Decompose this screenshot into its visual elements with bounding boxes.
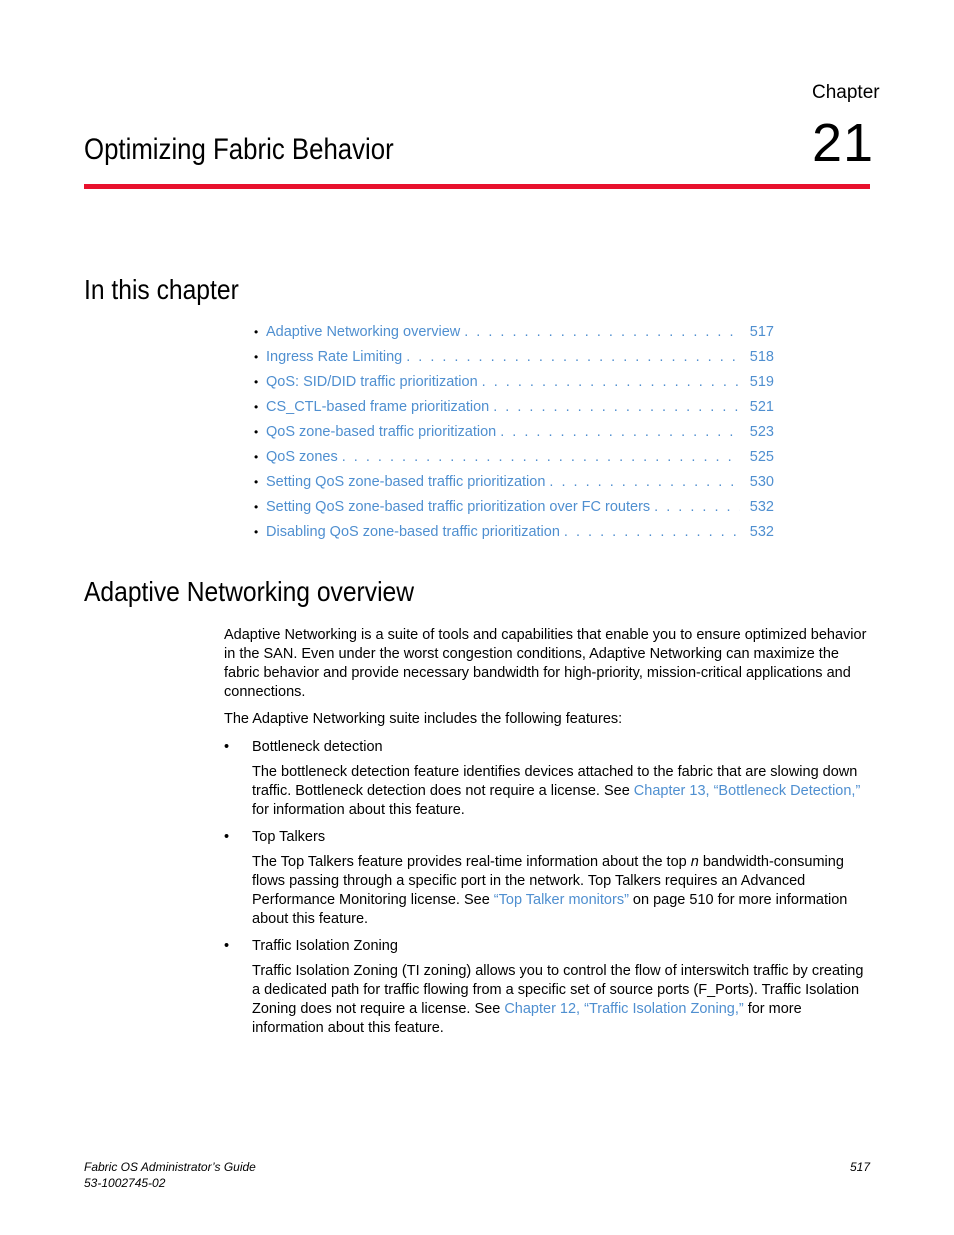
feature-item: [224, 738, 383, 757]
chapter-rule: [84, 184, 870, 189]
toc-item-page[interactable]: 530: [749, 474, 774, 490]
feature-name: Traffic Isolation Zoning: [252, 938, 398, 954]
toc-item[interactable]: [254, 370, 774, 395]
toc-item-page[interactable]: 521: [749, 399, 774, 415]
intro-paragraph: Adaptive Networking is a suite of tools and capabilities that enable you to ensure optimized behavior in the SAN. Even under the worst congestion conditions, Adaptive Networking can maximize the fabric behavior and provide necessary bandwidth for high-priority, mission-critical applications and connections.: [224, 627, 867, 700]
toc-item-page[interactable]: 519: [749, 374, 774, 390]
toc-item[interactable]: [254, 445, 774, 470]
feature-item: [224, 937, 398, 956]
page-number: 517: [849, 1160, 870, 1174]
toc-item-title[interactable]: QoS zone-based traffic prioritization: [266, 424, 497, 440]
chapter-title: Optimizing Fabric Behavior: [84, 133, 394, 166]
feature-name: Bottleneck detection: [252, 739, 383, 755]
bullet-icon: •: [224, 938, 230, 954]
toc-item-page[interactable]: 532: [749, 524, 774, 540]
bullet-icon: •: [254, 475, 259, 489]
chapter-label: Chapter: [812, 82, 880, 103]
section-lead: [224, 710, 870, 729]
toc-item-title[interactable]: QoS zones: [266, 449, 338, 465]
toc-item-page[interactable]: 518: [749, 349, 774, 365]
feature-name: Top Talkers: [252, 829, 326, 845]
toc-item[interactable]: [254, 395, 774, 420]
section-intro: [224, 626, 870, 702]
bullet-icon: •: [254, 350, 259, 364]
toc-item[interactable]: [254, 470, 774, 495]
feature-item: [224, 828, 325, 847]
bullet-icon: •: [254, 425, 259, 439]
toc-item[interactable]: [254, 495, 774, 520]
toc-item[interactable]: [254, 320, 774, 345]
toc-item-title[interactable]: Adaptive Networking overview: [266, 324, 461, 340]
xref-link[interactable]: Chapter 13, “Bottleneck Detection,”: [633, 783, 861, 799]
doc-number: 53-1002745-02: [84, 1176, 166, 1190]
toc-item-title[interactable]: CS_CTL-based frame prioritization: [266, 399, 490, 415]
bullet-icon: •: [254, 500, 259, 514]
bullet-icon: •: [254, 325, 259, 339]
toc-item-title[interactable]: Setting QoS zone-based traffic prioritization over FC routers: [266, 499, 651, 515]
toc-item-page[interactable]: 532: [749, 499, 774, 515]
toc-item-page[interactable]: 525: [749, 449, 774, 465]
bullet-icon: •: [254, 400, 259, 414]
section-heading: Adaptive Networking overview: [84, 576, 415, 607]
lead-paragraph: The Adaptive Networking suite includes the following features:: [224, 711, 623, 727]
bullet-icon: •: [224, 829, 230, 845]
toc-item-title[interactable]: Disabling QoS zone-based traffic prioritization: [266, 524, 560, 540]
bullet-icon: •: [254, 450, 259, 464]
toc-item-page[interactable]: 517: [749, 324, 774, 340]
guide-title: Fabric OS Administrator’s Guide: [84, 1160, 256, 1174]
toc-item-title[interactable]: QoS: SID/DID traffic prioritization: [266, 374, 478, 390]
feature-description: The Top Talkers feature provides real-time information about the top n bandwidth-consuming flows passing through a specific port in the network. Top Talkers requires an Advanced Performance Monitoring license. See “Top Talker monitors” on page 510 for more information about this feature.: [252, 854, 848, 927]
in-this-chapter-heading: In this chapter: [84, 274, 239, 305]
feature-description: The bottleneck detection feature identifies devices attached to the fabric that are slowing down traffic. Bottleneck detection does not require a license. See Chapter 13, “Bottleneck Detection,” for information about this feature.: [252, 764, 861, 818]
toc-item-title[interactable]: Setting QoS zone-based traffic prioritization: [266, 474, 546, 490]
toc-item-title[interactable]: Ingress Rate Limiting: [266, 349, 403, 365]
toc-item[interactable]: [254, 520, 774, 545]
feature-description: Traffic Isolation Zoning (TI zoning) allows you to control the flow of interswitch traffic by creating a dedicated path for traffic flowing from a specific set of source ports (F_Ports). Traffic Isolation Zoning does not require a license. See Chapter 12, “Traffic Isolation Zoning,” for more information about this feature.: [252, 963, 864, 1036]
bullet-icon: •: [254, 375, 259, 389]
bullet-icon: •: [254, 525, 259, 539]
toc-item[interactable]: [254, 420, 774, 445]
bullet-icon: •: [224, 739, 230, 755]
toc-item-page[interactable]: 523: [749, 424, 774, 440]
chapter-toc: [254, 320, 774, 545]
xref-link[interactable]: “Top Talker monitors”: [493, 892, 629, 908]
chapter-number: 21: [812, 113, 875, 173]
xref-link[interactable]: Chapter 12, “Traffic Isolation Zoning,”: [504, 1001, 744, 1017]
footer-left: [84, 1159, 256, 1191]
toc-item[interactable]: [254, 345, 774, 370]
